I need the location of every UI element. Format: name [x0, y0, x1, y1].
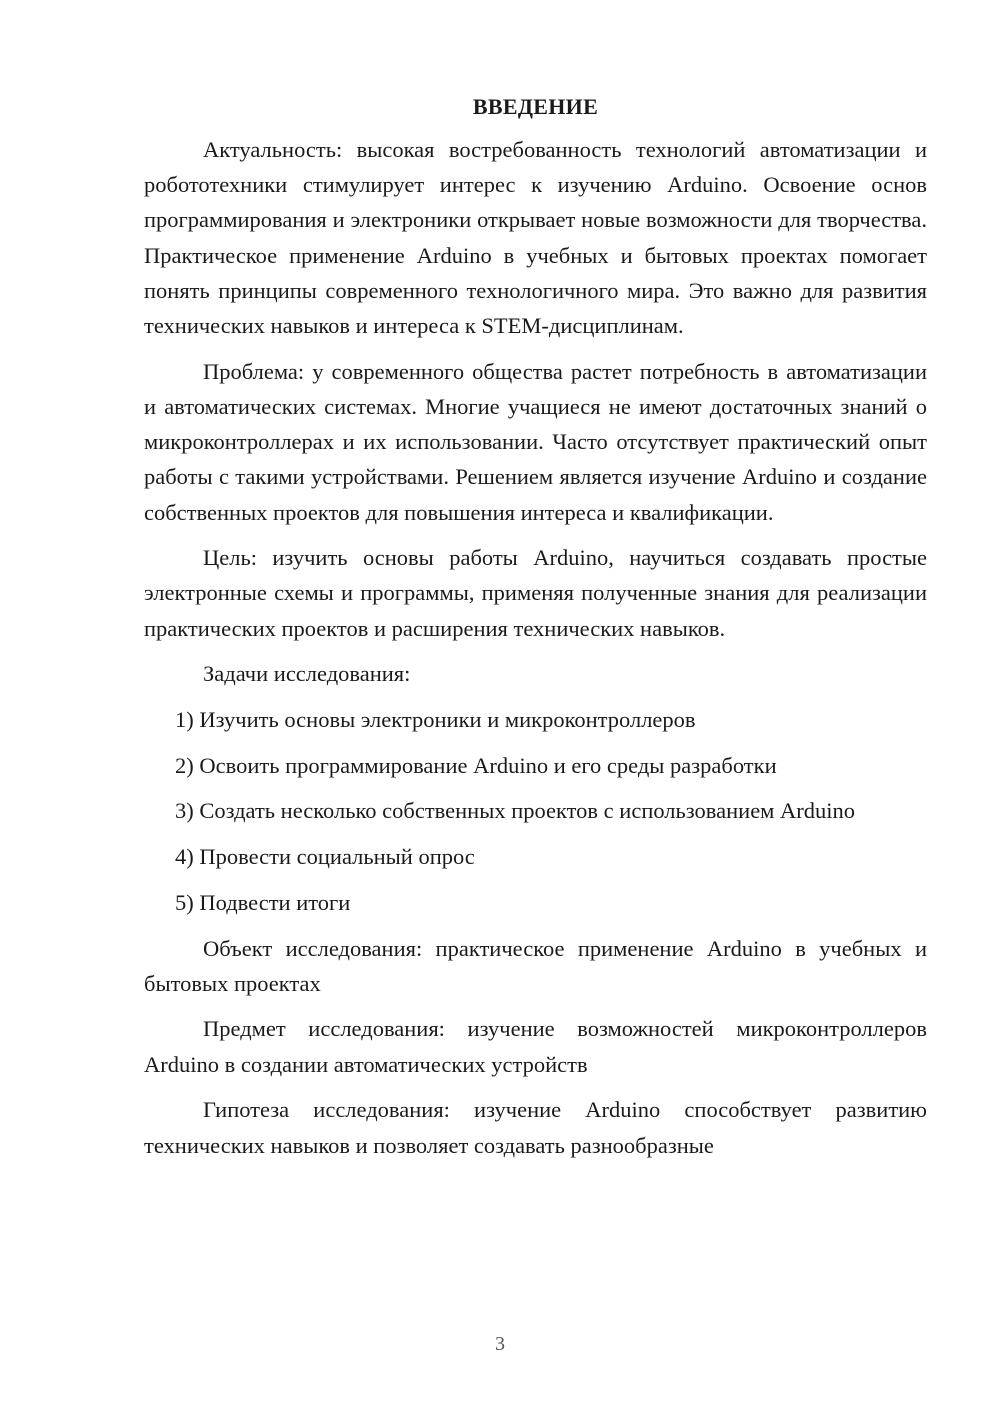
task-item: 4) Провести социальный опрос	[175, 844, 475, 870]
page-title: ВВЕДЕНИЕ	[472, 94, 599, 119]
task-item: 2) Освоить программирование Arduino и его среды разработки	[175, 752, 777, 778]
goal-paragraph: Цель: изучить основы работы Arduino, научиться создавать простые электронные схемы и программы, применяя полученные знания для реализации практических проектов и расширения технических навыков.	[144, 545, 927, 641]
task-item: 5) Подвести итоги	[175, 889, 351, 915]
problem-paragraph: Проблема: у современного общества растет потребность в автоматизации и автоматических системах. Многие учащиеся не имеют достаточных знаний о микроконтроллерах и их использовании. Часто отсутствует практический опыт работы с такими устройствами. Решением является изучение Arduino и создание собственных проектов для повышения интереса и квалификации.	[144, 358, 927, 525]
subject-paragraph: Предмет исследования: изучение возможностей микроконтроллеров Arduino в создании автоматических устройств	[144, 1016, 927, 1077]
tasks-heading: Задачи исследования:	[203, 661, 411, 687]
page-number: 3	[495, 1333, 505, 1355]
object-paragraph: Объект исследования: практическое применение Arduino в учебных и бытовых проектах	[144, 935, 927, 996]
page-content	[144, 92, 927, 1173]
relevance-paragraph: Актуальность: высокая востребованность технологий автоматизации и робототехники стимулирует интерес к изучению Arduino. Освоение основ программирования и электроники открывает новые возможности для творчества. Практическое применение Arduino в учебных и бытовых проектах помогает понять принципы современного технологичного мира. Это важно для развития технических навыков и интереса к STEM-дисциплинам.	[144, 137, 927, 339]
task-item: 3) Создать несколько собственных проектов с использованием Arduino	[175, 798, 856, 824]
hypothesis-paragraph: Гипотеза исследования: изучение Arduino способствует развитию технических навыков и позволяет создавать разнообразные	[144, 1097, 927, 1158]
task-item: 1) Изучить основы электроники и микроконтроллеров	[175, 707, 696, 733]
